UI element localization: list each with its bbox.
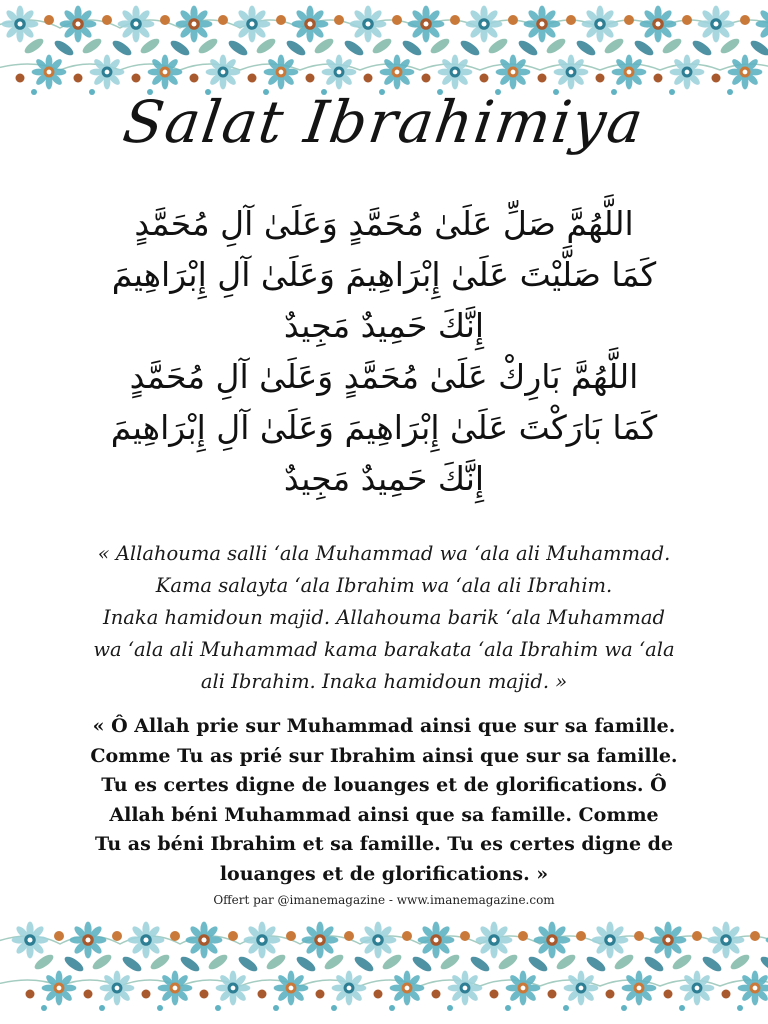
flower-motif xyxy=(448,971,483,1006)
french-line: Comme Tu as prié sur Ibrahim ainsi que sur sa famille. xyxy=(90,744,678,767)
arabic-line: اللَّهُمَّ صَلِّ عَلَىٰ مُحَمَّدٍ وَعَلَىٰ آلِ مُحَمَّدٍ xyxy=(134,204,634,243)
flower-motif xyxy=(90,55,125,90)
dot-motif xyxy=(54,931,64,941)
transliteration-line: « Allahouma salli ‘ala Muhammad wa ‘ala ali Muhammad. xyxy=(97,542,671,565)
leaf-motif xyxy=(544,36,567,56)
transliteration-line: wa ‘ala ali Muhammad kama barakata ‘ala Ibrahim wa ‘ala xyxy=(93,638,675,661)
dot-motif xyxy=(344,931,354,941)
flower-motif xyxy=(70,922,107,959)
dot-motif xyxy=(74,74,83,83)
dot-motif xyxy=(84,990,93,999)
dot-motif xyxy=(276,15,286,25)
flower-motif xyxy=(698,6,735,43)
leaf-motif xyxy=(90,952,113,972)
french-line: Allah béni Muhammad ainsi que sa famille. Comme xyxy=(109,803,659,826)
dot-motif xyxy=(624,15,634,25)
flower-motif xyxy=(582,6,619,43)
floral-pattern-bottom xyxy=(0,916,768,1016)
leaf-motif xyxy=(632,38,655,58)
leaf-motif xyxy=(758,954,768,974)
dot-motif xyxy=(654,74,663,83)
floral-pattern-top xyxy=(0,0,768,100)
dot-motif xyxy=(566,15,576,25)
arabic-line: اللَّهُمَّ بَارِكْ عَلَىٰ مُحَمَّدٍ وَعَلَىٰ آلِ مُحَمَّدٍ xyxy=(129,357,639,396)
leaf-motif xyxy=(468,954,491,974)
dot-motif xyxy=(16,74,25,83)
french-line: Tu as béni Ibrahim et sa famille. Tu es certes digne de xyxy=(94,833,674,855)
leaf-motif xyxy=(342,38,365,58)
flower-motif xyxy=(332,971,367,1006)
flower-motif xyxy=(128,922,165,959)
leaf-motif xyxy=(22,36,45,56)
dot-motif xyxy=(518,931,528,941)
leaf-motif xyxy=(138,36,161,56)
dot-motif xyxy=(692,931,702,941)
dot-motif xyxy=(634,931,644,941)
leaf-motif xyxy=(370,36,393,56)
leaf-motif xyxy=(602,36,625,56)
leaf-motif xyxy=(236,954,259,974)
leaf-motif xyxy=(700,954,723,974)
leaf-motif xyxy=(254,36,277,56)
leaf-motif xyxy=(428,36,451,56)
leaf-motif xyxy=(642,954,665,974)
transliteration-line: ali Ibrahim. Inaka hamidoun majid. » xyxy=(200,670,568,693)
flower-motif xyxy=(496,55,531,90)
leaf-motif xyxy=(294,954,317,974)
leaf-motif xyxy=(32,952,55,972)
credit-line: Offert par @imanemagazine - www.imanemagazine.com xyxy=(213,893,555,907)
leaf-motif xyxy=(526,954,549,974)
flower-motif xyxy=(292,6,329,43)
leaf-motif xyxy=(206,952,229,972)
flower-motif xyxy=(680,971,715,1006)
leaf-motif xyxy=(728,952,751,972)
flower-motif xyxy=(418,922,455,959)
dot-motif xyxy=(432,990,441,999)
dot-motif xyxy=(737,1005,743,1011)
flower-motif xyxy=(2,6,39,43)
flower-motif xyxy=(302,922,339,959)
flower-motif xyxy=(186,922,223,959)
leaf-motif xyxy=(660,36,683,56)
dot-motif xyxy=(508,15,518,25)
dot-motif xyxy=(621,1005,627,1011)
flower-motif xyxy=(728,55,763,90)
flower-motif xyxy=(408,6,445,43)
dot-motif xyxy=(392,15,402,25)
flower-motif xyxy=(60,6,97,43)
flower-motif xyxy=(274,971,309,1006)
dot-motif xyxy=(44,15,54,25)
leaf-motif xyxy=(110,38,133,58)
leaf-motif xyxy=(352,954,375,974)
dot-motif xyxy=(273,1005,279,1011)
dot-motif xyxy=(170,931,180,941)
leaf-motif xyxy=(196,36,219,56)
dot-motif xyxy=(200,990,209,999)
flower-motif xyxy=(176,6,213,43)
dot-motif xyxy=(331,1005,337,1011)
dot-motif xyxy=(228,931,238,941)
dot-motif xyxy=(563,1005,569,1011)
dot-motif xyxy=(402,931,412,941)
dot-motif xyxy=(99,1005,105,1011)
dot-motif xyxy=(480,74,489,83)
leaf-motif xyxy=(458,38,481,58)
flower-motif xyxy=(650,922,687,959)
leaf-motif xyxy=(438,952,461,972)
dot-motif xyxy=(548,990,557,999)
flower-motif xyxy=(118,6,155,43)
leaf-motif xyxy=(554,952,577,972)
page-title: Salat Ibrahimiya xyxy=(119,88,649,156)
french-line: louanges et de glorifications. » xyxy=(219,862,549,885)
flower-motif xyxy=(380,55,415,90)
flower-motif xyxy=(360,922,397,959)
leaf-motif xyxy=(400,38,423,58)
dot-motif xyxy=(41,1005,47,1011)
flower-motif xyxy=(206,55,241,90)
flower-motif xyxy=(466,6,503,43)
leaf-motif xyxy=(410,954,433,974)
french-line: « Ô Allah prie sur Muhammad ainsi que sur sa famille. xyxy=(92,715,676,737)
dot-motif xyxy=(460,931,470,941)
flower-motif xyxy=(244,922,281,959)
dot-motif xyxy=(160,15,170,25)
leaf-motif xyxy=(670,952,693,972)
leaf-motif xyxy=(264,952,287,972)
floral-border-bottom xyxy=(0,916,768,1016)
flower-motif xyxy=(264,55,299,90)
leaf-motif xyxy=(486,36,509,56)
flower-motif xyxy=(148,55,183,90)
leaf-motif xyxy=(226,38,249,58)
leaf-motif xyxy=(322,952,345,972)
dot-motif xyxy=(112,931,122,941)
flower-motif xyxy=(534,922,571,959)
leaf-motif xyxy=(120,954,143,974)
dot-motif xyxy=(722,990,731,999)
flower-motif xyxy=(708,922,745,959)
french-translation-paragraph xyxy=(30,712,738,889)
dot-motif xyxy=(576,931,586,941)
dot-motif xyxy=(102,15,112,25)
dot-motif xyxy=(334,15,344,25)
leaf-motif xyxy=(690,38,713,58)
transliteration-line: Kama salayta ‘ala Ibrahim wa ‘ala ali Ibrahim. xyxy=(155,574,613,597)
leaf-motif xyxy=(516,38,539,58)
flower-motif xyxy=(554,55,589,90)
arabic-prayer xyxy=(0,198,768,504)
dot-motif xyxy=(142,990,151,999)
flower-motif xyxy=(738,971,768,1006)
flower-motif xyxy=(322,55,357,90)
flower-motif xyxy=(12,922,49,959)
dot-motif xyxy=(286,931,296,941)
french-line: Tu es certes digne de louanges et de glorifications. Ô xyxy=(101,774,667,796)
flower-motif xyxy=(234,6,271,43)
arabic-line: إِنَّكَ حَمِيدٌ مَجِيدٌ xyxy=(283,459,485,498)
dot-motif xyxy=(450,15,460,25)
flower-motif xyxy=(564,971,599,1006)
flower-motif xyxy=(100,971,135,1006)
flower-motif xyxy=(390,971,425,1006)
flower-motif xyxy=(612,55,647,90)
dot-motif xyxy=(538,74,547,83)
leaf-motif xyxy=(380,952,403,972)
dot-motif xyxy=(682,15,692,25)
dot-motif xyxy=(215,1005,221,1011)
dot-motif xyxy=(664,990,673,999)
dot-motif xyxy=(679,1005,685,1011)
dot-motif xyxy=(132,74,141,83)
flower-motif xyxy=(640,6,677,43)
dot-motif xyxy=(316,990,325,999)
dot-motif xyxy=(26,990,35,999)
dot-motif xyxy=(374,990,383,999)
dot-motif xyxy=(740,15,750,25)
leaf-motif xyxy=(748,38,768,58)
flower-motif xyxy=(524,6,561,43)
dot-motif xyxy=(490,990,499,999)
leaf-motif xyxy=(718,36,741,56)
arabic-line: كَمَا صَلَّيْتَ عَلَىٰ إِبْرَاهِيمَ وَعَلَىٰ آلِ إِبْرَاهِيمَ xyxy=(111,255,657,294)
dot-motif xyxy=(422,74,431,83)
dot-motif xyxy=(258,990,267,999)
flower-motif xyxy=(42,971,77,1006)
leaf-motif xyxy=(612,952,635,972)
leaf-motif xyxy=(284,38,307,58)
transliteration-line: Inaka hamidoun majid. Allahouma barik ‘ala Muhammad xyxy=(103,606,665,629)
dot-motif xyxy=(596,74,605,83)
flower-motif xyxy=(670,55,705,90)
dot-motif xyxy=(157,1005,163,1011)
floral-border-top xyxy=(0,0,768,100)
leaf-motif xyxy=(62,954,85,974)
flower-motif xyxy=(756,6,768,43)
dot-motif xyxy=(190,74,199,83)
leaf-motif xyxy=(584,954,607,974)
leaf-motif xyxy=(168,38,191,58)
leaf-motif xyxy=(496,952,519,972)
dot-motif xyxy=(364,74,373,83)
flower-motif xyxy=(438,55,473,90)
flower-motif xyxy=(592,922,629,959)
leaf-motif xyxy=(80,36,103,56)
dot-motif xyxy=(750,931,760,941)
flower-motif xyxy=(476,922,513,959)
dot-motif xyxy=(248,74,257,83)
flower-motif xyxy=(158,971,193,1006)
flower-motif xyxy=(506,971,541,1006)
dot-motif xyxy=(218,15,228,25)
dot-motif xyxy=(505,1005,511,1011)
arabic-line: إِنَّكَ حَمِيدٌ مَجِيدٌ xyxy=(283,306,485,345)
flower-motif xyxy=(350,6,387,43)
leaf-motif xyxy=(148,952,171,972)
dot-motif xyxy=(306,74,315,83)
dot-motif xyxy=(447,1005,453,1011)
leaf-motif xyxy=(574,38,597,58)
leaf-motif xyxy=(52,38,75,58)
flower-motif xyxy=(216,971,251,1006)
dot-motif xyxy=(389,1005,395,1011)
flower-motif xyxy=(32,55,67,90)
dot-motif xyxy=(712,74,721,83)
leaf-motif xyxy=(312,36,335,56)
leaf-motif xyxy=(178,954,201,974)
dot-motif xyxy=(606,990,615,999)
flower-motif xyxy=(622,971,657,1006)
transliteration-paragraph xyxy=(40,538,728,698)
arabic-line: كَمَا بَارَكْتَ عَلَىٰ إِبْرَاهِيمَ وَعَلَىٰ آلِ إِبْرَاهِيمَ xyxy=(110,408,658,447)
